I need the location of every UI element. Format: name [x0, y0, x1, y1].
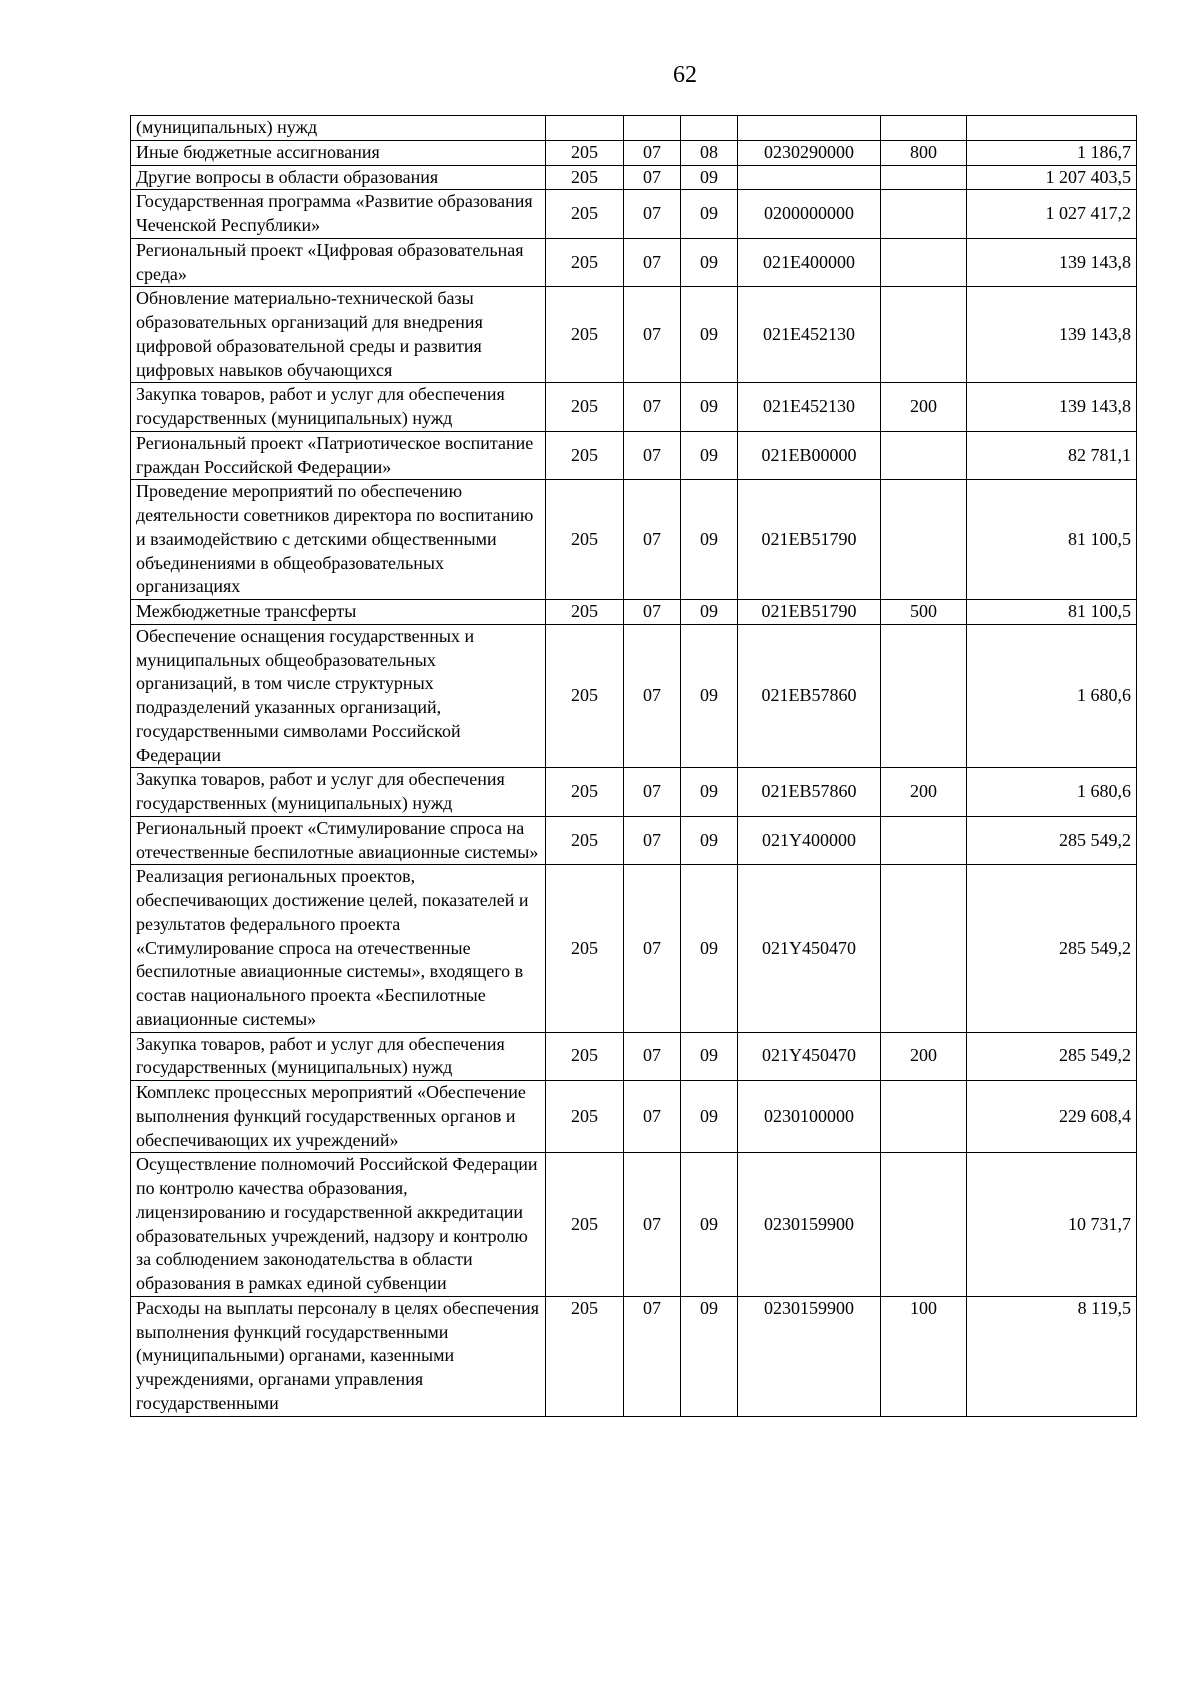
row-name: (муниципальных) нужд [131, 116, 546, 141]
row-section-code: 07 [624, 190, 681, 239]
row-expense-type-code [881, 624, 967, 768]
row-section-code: 07 [624, 816, 681, 865]
row-name: Закупка товаров, работ и услуг для обеспечения государственных (муниципальных) нужд [131, 1032, 546, 1081]
table-row [131, 116, 1137, 141]
row-amount: 1 680,6 [967, 768, 1137, 817]
row-amount [967, 116, 1137, 141]
table-row [131, 190, 1137, 239]
row-name: Комплекс процессных мероприятий «Обеспечение выполнения функций государственных органов и обеспечивающих их учреждений» [131, 1081, 546, 1153]
row-amount: 81 100,5 [967, 600, 1137, 625]
row-name: Региональный проект «Патриотическое воспитание граждан Российской Федерации» [131, 431, 546, 480]
row-grbs-code: 205 [546, 768, 624, 817]
table-row [131, 431, 1137, 480]
row-subsection-code: 09 [681, 165, 738, 190]
page-number: 62 [673, 62, 697, 88]
row-subsection-code: 09 [681, 287, 738, 383]
row-name: Расходы на выплаты персоналу в целях обеспечения выполнения функций государственными (муниципальными) органами, казенными учреждениями, органами управления государственными [131, 1296, 546, 1416]
row-target-article-code: 021EB51790 [738, 480, 881, 600]
table-row [131, 816, 1137, 865]
row-expense-type-code: 500 [881, 600, 967, 625]
row-target-article-code [738, 165, 881, 190]
row-grbs-code: 205 [546, 600, 624, 625]
row-grbs-code: 205 [546, 480, 624, 600]
row-grbs-code: 205 [546, 816, 624, 865]
row-target-article-code: 0230100000 [738, 1081, 881, 1153]
row-grbs-code: 205 [546, 1153, 624, 1297]
row-section-code: 07 [624, 624, 681, 768]
row-grbs-code: 205 [546, 140, 624, 165]
row-subsection-code [681, 116, 738, 141]
row-subsection-code: 09 [681, 1032, 738, 1081]
row-subsection-code: 09 [681, 1081, 738, 1153]
row-grbs-code: 205 [546, 1081, 624, 1153]
row-subsection-code: 09 [681, 480, 738, 600]
row-section-code: 07 [624, 1153, 681, 1297]
row-name: Другие вопросы в области образования [131, 165, 546, 190]
row-subsection-code: 09 [681, 600, 738, 625]
row-target-article-code: 021EB00000 [738, 431, 881, 480]
budget-table [130, 115, 1137, 1417]
table-row [131, 1032, 1137, 1081]
row-target-article-code: 021EB57860 [738, 768, 881, 817]
row-subsection-code: 09 [681, 383, 738, 432]
row-amount: 82 781,1 [967, 431, 1137, 480]
row-grbs-code: 205 [546, 238, 624, 287]
row-name: Осуществление полномочий Российской Федерации по контролю качества образования, лицензированию и государственной аккредитации образовательных учреждений, надзору и контролю за соблюдением законодательства в области образования в рамках единой субвенции [131, 1153, 546, 1297]
row-target-article-code: 021Y450470 [738, 1032, 881, 1081]
row-expense-type-code: 200 [881, 1032, 967, 1081]
row-amount: 139 143,8 [967, 383, 1137, 432]
row-amount: 10 731,7 [967, 1153, 1137, 1297]
row-amount: 1 207 403,5 [967, 165, 1137, 190]
row-amount: 285 549,2 [967, 1032, 1137, 1081]
row-section-code: 07 [624, 165, 681, 190]
row-target-article-code: 021E400000 [738, 238, 881, 287]
row-amount: 229 608,4 [967, 1081, 1137, 1153]
row-name: Проведение мероприятий по обеспечению деятельности советников директора по воспитанию и взаимодействию с детскими общественными объединениями в общеобразовательных организациях [131, 480, 546, 600]
row-subsection-code: 09 [681, 190, 738, 239]
table-row [131, 1081, 1137, 1153]
row-grbs-code: 205 [546, 1032, 624, 1081]
row-expense-type-code [881, 165, 967, 190]
row-expense-type-code [881, 480, 967, 600]
row-subsection-code: 09 [681, 238, 738, 287]
row-grbs-code: 205 [546, 287, 624, 383]
row-name: Реализация региональных проектов, обеспечивающих достижение целей, показателей и результатов федерального проекта «Стимулирование спроса на отечественные беспилотные авиационные системы», входящего в состав национального проекта «Беспилотные авиационные системы» [131, 865, 546, 1032]
row-section-code: 07 [624, 1296, 681, 1416]
table-row [131, 624, 1137, 768]
row-grbs-code: 205 [546, 383, 624, 432]
row-name: Закупка товаров, работ и услуг для обеспечения государственных (муниципальных) нужд [131, 768, 546, 817]
row-grbs-code: 205 [546, 165, 624, 190]
row-target-article-code: 0230159900 [738, 1153, 881, 1297]
row-section-code: 07 [624, 383, 681, 432]
row-subsection-code: 09 [681, 431, 738, 480]
row-expense-type-code [881, 816, 967, 865]
row-expense-type-code [881, 431, 967, 480]
row-expense-type-code: 200 [881, 768, 967, 817]
row-target-article-code: 0200000000 [738, 190, 881, 239]
row-name: Региональный проект «Стимулирование спроса на отечественные беспилотные авиационные системы» [131, 816, 546, 865]
row-amount: 139 143,8 [967, 238, 1137, 287]
row-grbs-code: 205 [546, 1296, 624, 1416]
row-target-article-code: 021EB51790 [738, 600, 881, 625]
row-expense-type-code [881, 116, 967, 141]
row-target-article-code: 021Y400000 [738, 816, 881, 865]
row-expense-type-code [881, 287, 967, 383]
row-amount: 1 027 417,2 [967, 190, 1137, 239]
table-row [131, 165, 1137, 190]
row-name: Региональный проект «Цифровая образовательная среда» [131, 238, 546, 287]
row-target-article-code: 021E452130 [738, 383, 881, 432]
row-name: Обновление материально-технической базы образовательных организаций для внедрения цифровой образовательной среды и развития цифровых навыков обучающихся [131, 287, 546, 383]
row-expense-type-code [881, 1153, 967, 1297]
table-row [131, 383, 1137, 432]
row-target-article-code: 021EB57860 [738, 624, 881, 768]
row-grbs-code: 205 [546, 190, 624, 239]
row-section-code: 07 [624, 1032, 681, 1081]
row-section-code: 07 [624, 768, 681, 817]
table-row [131, 238, 1137, 287]
row-amount: 139 143,8 [967, 287, 1137, 383]
row-expense-type-code [881, 238, 967, 287]
row-grbs-code: 205 [546, 624, 624, 768]
table-row [131, 1296, 1137, 1416]
row-target-article-code: 021Y450470 [738, 865, 881, 1032]
table-row [131, 865, 1137, 1032]
row-subsection-code: 09 [681, 768, 738, 817]
row-expense-type-code: 200 [881, 383, 967, 432]
row-subsection-code: 09 [681, 816, 738, 865]
row-target-article-code [738, 116, 881, 141]
table-row [131, 600, 1137, 625]
row-subsection-code: 09 [681, 1296, 738, 1416]
row-grbs-code: 205 [546, 865, 624, 1032]
row-name: Закупка товаров, работ и услуг для обеспечения государственных (муниципальных) нужд [131, 383, 546, 432]
row-expense-type-code [881, 865, 967, 1032]
row-amount: 1 186,7 [967, 140, 1137, 165]
row-section-code: 07 [624, 600, 681, 625]
table-row [131, 140, 1137, 165]
row-expense-type-code: 100 [881, 1296, 967, 1416]
row-amount: 81 100,5 [967, 480, 1137, 600]
row-target-article-code: 0230290000 [738, 140, 881, 165]
row-amount: 1 680,6 [967, 624, 1137, 768]
row-name: Межбюджетные трансферты [131, 600, 546, 625]
row-section-code: 07 [624, 480, 681, 600]
row-section-code: 07 [624, 140, 681, 165]
row-grbs-code [546, 116, 624, 141]
row-expense-type-code [881, 190, 967, 239]
row-target-article-code: 0230159900 [738, 1296, 881, 1416]
table-row [131, 768, 1137, 817]
row-section-code: 07 [624, 865, 681, 1032]
row-amount: 285 549,2 [967, 816, 1137, 865]
row-section-code: 07 [624, 1081, 681, 1153]
row-subsection-code: 08 [681, 140, 738, 165]
row-subsection-code: 09 [681, 1153, 738, 1297]
table-row [131, 287, 1137, 383]
row-amount: 285 549,2 [967, 865, 1137, 1032]
row-section-code: 07 [624, 287, 681, 383]
row-expense-type-code: 800 [881, 140, 967, 165]
row-subsection-code: 09 [681, 624, 738, 768]
table-row [131, 1153, 1137, 1297]
row-target-article-code: 021E452130 [738, 287, 881, 383]
row-name: Иные бюджетные ассигнования [131, 140, 546, 165]
table-row [131, 480, 1137, 600]
row-section-code: 07 [624, 431, 681, 480]
row-section-code: 07 [624, 238, 681, 287]
row-amount: 8 119,5 [967, 1296, 1137, 1416]
row-grbs-code: 205 [546, 431, 624, 480]
row-subsection-code: 09 [681, 865, 738, 1032]
row-name: Государственная программа «Развитие образования Чеченской Республики» [131, 190, 546, 239]
row-name: Обеспечение оснащения государственных и муниципальных общеобразовательных организаций, в том числе структурных подразделений указанных организаций, государственными символами Российской Федерации [131, 624, 546, 768]
row-expense-type-code [881, 1081, 967, 1153]
row-section-code [624, 116, 681, 141]
